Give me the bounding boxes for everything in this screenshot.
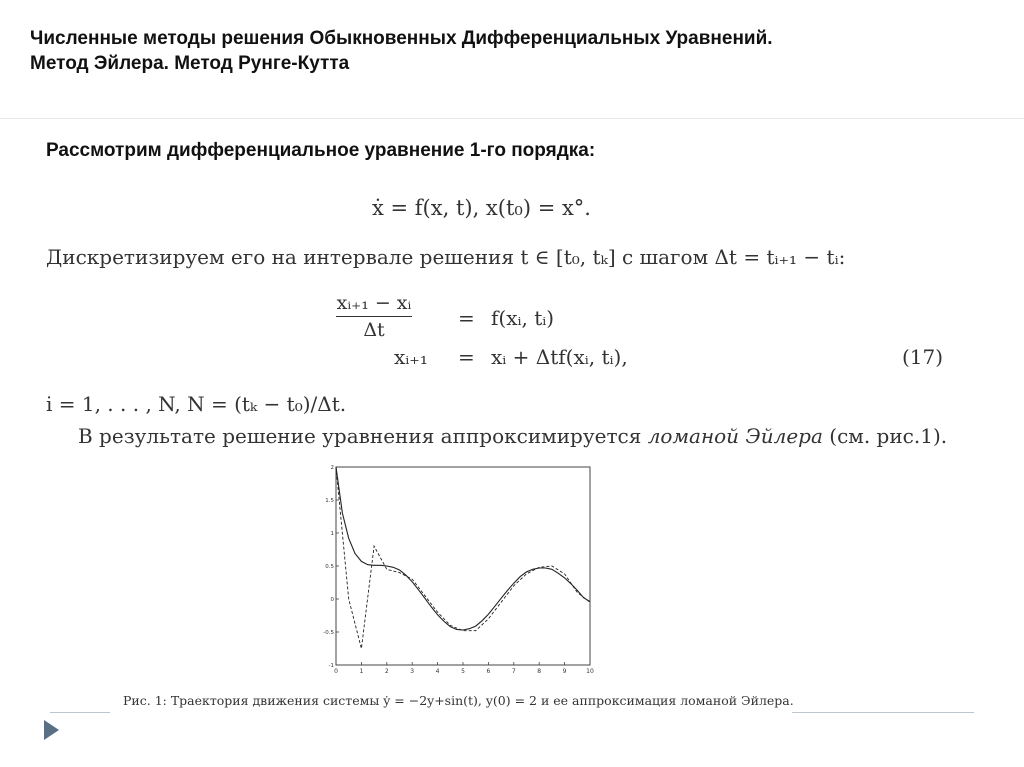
slide-subheading: Рассмотрим дифференциальное уравнение 1-го порядка: <box>46 140 596 161</box>
footer-rule-left <box>50 712 110 713</box>
discretization-text: Дискретизируем его на интервале решения t ∈ [t₀, tₖ] с шагом Δt = tᵢ₊₁ − tᵢ: <box>46 245 846 269</box>
y-tick-label: -1 <box>328 663 334 669</box>
x-tick-label: 3 <box>410 668 415 674</box>
fraction-numerator: xᵢ₊₁ − xᵢ <box>336 292 412 314</box>
exact-solution-line <box>336 467 590 630</box>
x-tick-label: 1 <box>359 668 364 674</box>
x-tick-label: 10 <box>586 668 594 674</box>
difference-quotient <box>336 292 412 341</box>
y-tick-label: 1.5 <box>325 498 334 504</box>
x-tick-label: 5 <box>461 668 465 674</box>
result-text-part-2: (см. рис.1). <box>822 424 948 448</box>
y-tick-label: 1 <box>330 531 334 537</box>
index-range-text: i = 1, . . . , N, N = (tₖ − t₀)/Δt. <box>46 392 347 416</box>
x-tick-label: 6 <box>486 668 491 674</box>
y-tick-label: 0.5 <box>325 564 334 570</box>
x-tick-label: 4 <box>435 668 440 674</box>
result-text <box>78 424 947 448</box>
x-tick-label: 2 <box>384 668 389 674</box>
play-arrow-icon[interactable] <box>44 720 59 740</box>
axis-ticks <box>323 465 594 674</box>
ode-equation: ẋ = f(x, t), x(t₀) = x°. <box>372 196 591 220</box>
result-text-part-1: В результате решение уравнения аппроксимируется <box>78 424 648 448</box>
equals-sign-1: = <box>458 306 475 330</box>
euler-approximation-line <box>336 467 590 649</box>
chart-series <box>336 467 590 649</box>
slide-header <box>0 0 1024 119</box>
y-tick-label: 2 <box>330 465 334 471</box>
euler-trajectory-chart <box>318 459 603 674</box>
slide-title <box>30 26 990 76</box>
slide-title-line-2: Метод Эйлера. Метод Рунге-Кутта <box>30 53 350 74</box>
equation-rhs-2: xᵢ + Δtf(xᵢ, tᵢ), <box>491 345 628 369</box>
figure-caption: Рис. 1: Траектория движения системы ẏ = −2y+sin(t), y(0) = 2 и ее аппроксимация ломаной Эйлера. <box>123 693 794 708</box>
footer-rule-right <box>792 712 974 713</box>
equals-sign-2: = <box>458 345 475 369</box>
x-tick-label: 7 <box>511 668 516 674</box>
fraction-denominator: Δt <box>363 319 385 341</box>
equation-rhs-1: f(xᵢ, tᵢ) <box>491 306 555 330</box>
x-tick-label: 0 <box>334 668 338 674</box>
slide-title-line-1: Численные методы решения Обыкновенных Дифференциальных Уравнений. <box>30 28 773 49</box>
equation-lhs-2: xᵢ₊₁ <box>394 345 428 369</box>
y-tick-label: -0.5 <box>323 630 334 636</box>
euler-polyline-term: ломаной Эйлера <box>647 424 823 448</box>
equation-number: (17) <box>902 345 944 369</box>
x-tick-label: 9 <box>562 668 567 674</box>
y-tick-label: 0 <box>330 597 334 603</box>
x-tick-label: 8 <box>537 668 542 674</box>
